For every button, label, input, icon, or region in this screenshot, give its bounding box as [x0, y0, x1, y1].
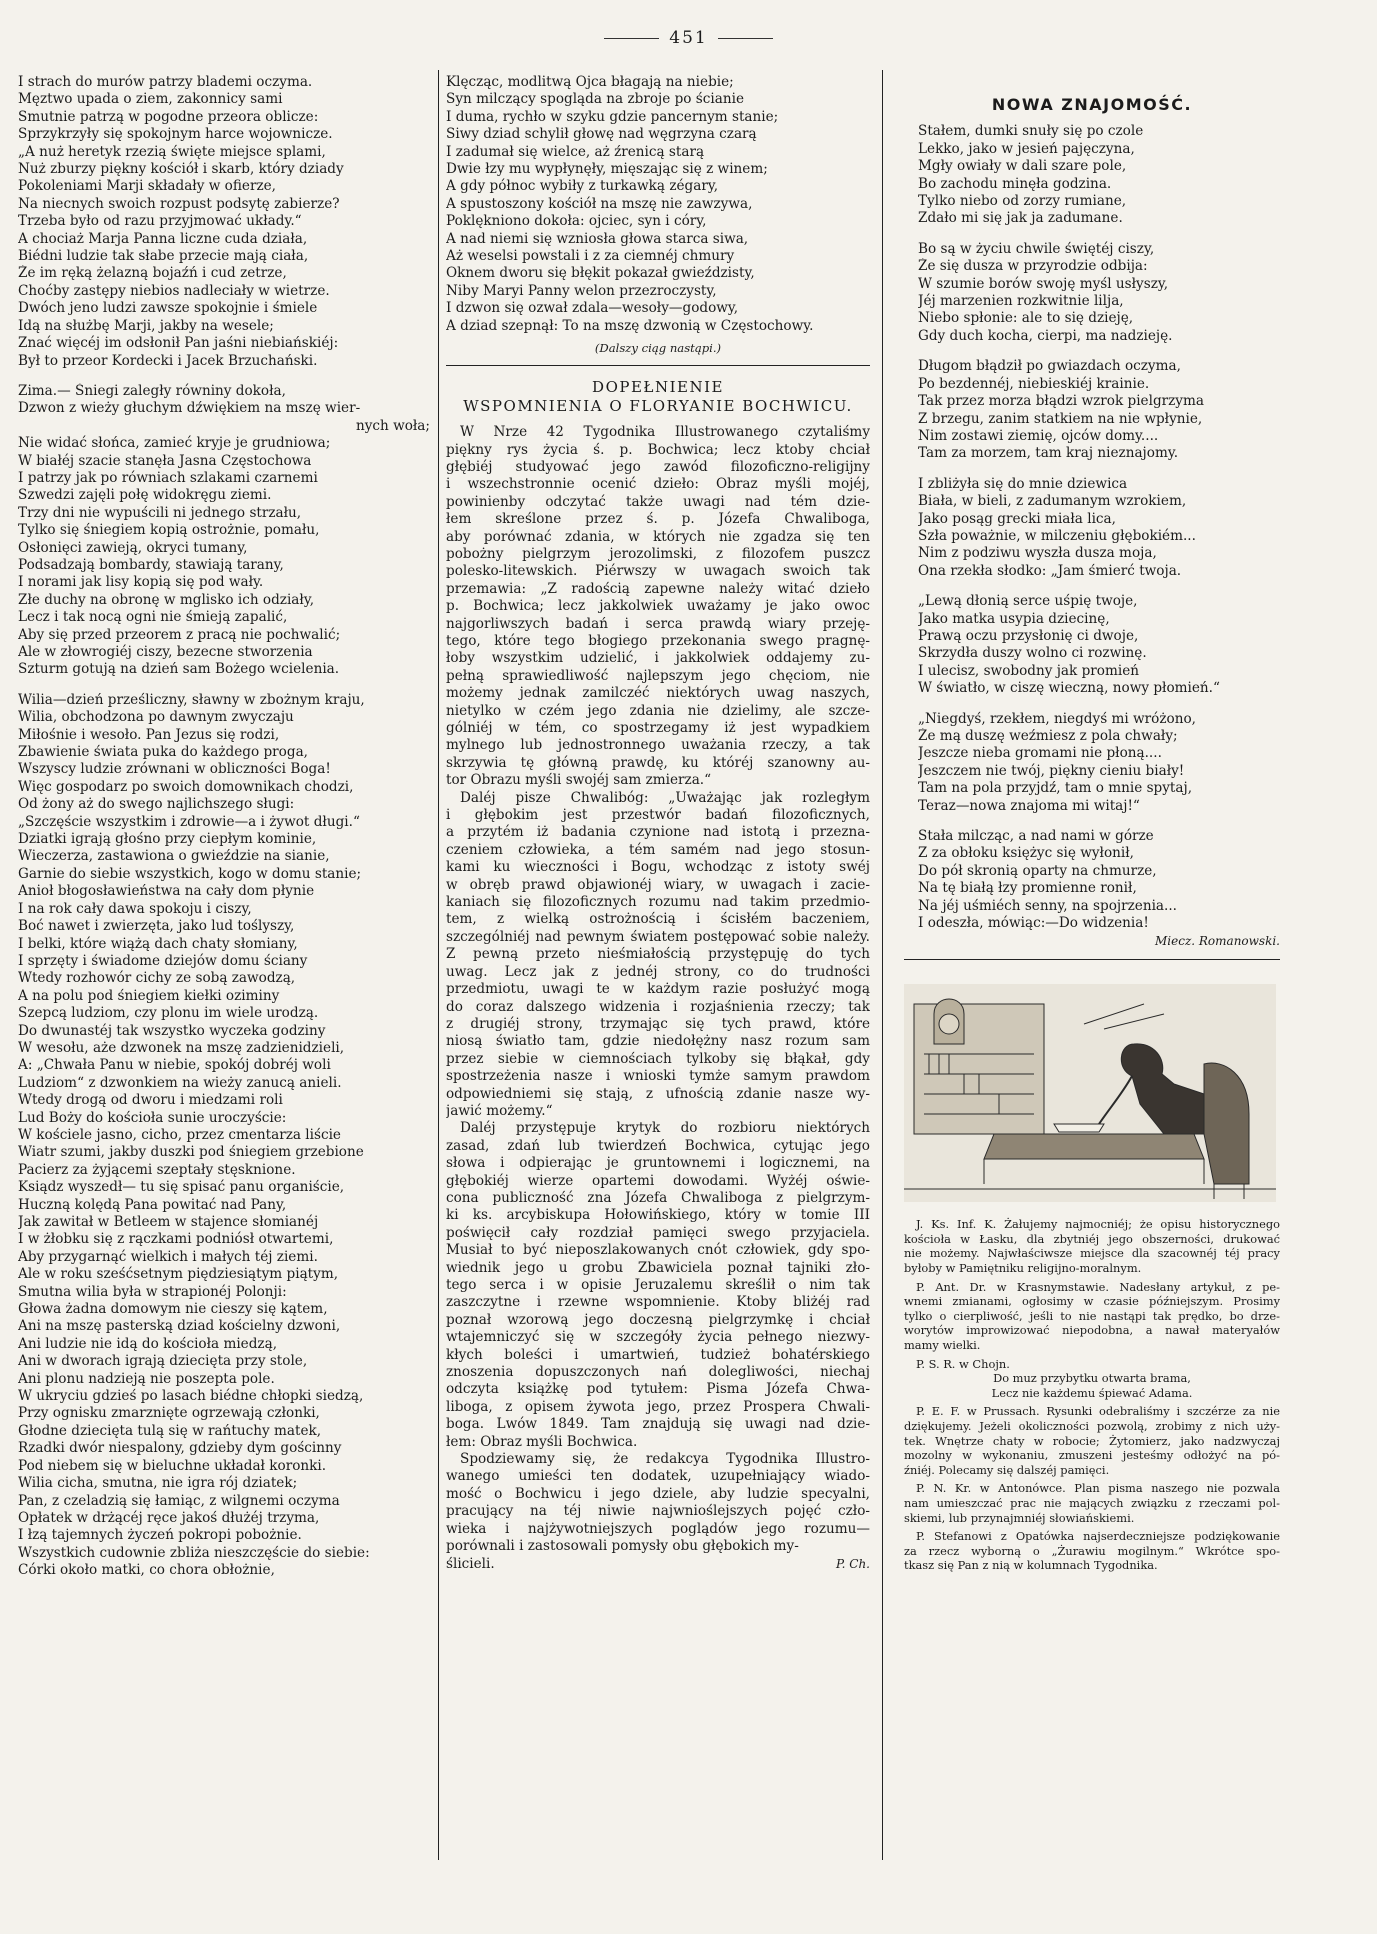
verse-line: „Niegdyś, rzekłem, niegdyś mi wróżono, [918, 710, 1196, 727]
article-line: wiednik jego u grobu Zbawiciela poznał tajniki zło- [446, 1259, 870, 1276]
article-line: czeniem człowieka, a tém samém nad jego stosun- [446, 841, 870, 858]
verse-line: Biała, w bieli, z zadumanym wzrokiem, [918, 493, 1187, 510]
verse-line: Po bezdennéj, niebieskiéj krainie. [918, 375, 1150, 392]
article-line: i głębokim jest przestwór badań filozoficznych, [446, 807, 870, 824]
verse-line: Wieczerza, zastawiona o gwieździe na sianie, [18, 848, 330, 865]
verse-line: W białéj szacie stanęła Jasna Częstochowa [18, 452, 312, 469]
article-line: cona publiczność zna Józefa Chwaliboga z pielgrzym- [446, 1189, 870, 1206]
note-line: P. Ant. Dr. w Krasnymstawie. Nadesłany artykuł, z pe- [916, 1279, 1280, 1294]
verse-line: Teraz—nowa znajoma mi witaj!“ [918, 797, 1140, 814]
article-line: zasad, zdań lub twierdzeń Bochwica, cytując jego [446, 1137, 870, 1154]
verse-line: Córki około matki, co chora obłożnie, [18, 1562, 275, 1579]
note-verse-line: Lecz nie każdemu śpiewać Adama. [991, 1385, 1193, 1400]
verse-line: Wilia, obchodzona po dawnym zwyczaju [18, 709, 294, 726]
verse-line: Szturm gotują na dzień sam Bożego wcielenia. [18, 661, 340, 678]
article-line: mylnego lub jednostronnego uważania rzeczy, a tak [446, 737, 870, 754]
page-number-rule-left [604, 38, 659, 39]
article-line: przedmiotu, uwagi te w każdym razie posłużyć mogą [446, 981, 870, 998]
note-line: mozolny w wykonaniu, zmuszeni jesteśmy odłożyć na pó- [904, 1448, 1280, 1463]
verse-line: Do dwunastéj tak wszystko wyczeka godziny [18, 1022, 326, 1039]
verse-line: Pod niebem się w bieluchne układał koronki. [18, 1457, 327, 1474]
article-line: Musiał to być nieposzlakowanych cnót człowiek, gdy spo- [446, 1242, 870, 1259]
engraving-scholar-at-desk [904, 984, 1276, 1202]
article-line: zaszczytne i rzewne wspomnienie. Ktoby bliżéj rad [446, 1294, 870, 1311]
verse-line: I w żłobku się z rączkami podniósł otwartemi, [18, 1231, 334, 1248]
article-line: boga. Lwów 1849. Tam znajdują się uwagi nad dzie- [446, 1416, 870, 1433]
verse-line: Ksiądz wyszedł— tu się spisać panu organiście, [18, 1179, 345, 1196]
verse-line: Trzy dni nie wypuścili ni jednego strzału, [18, 504, 302, 521]
verse-line: Choćby zastępy niebios nadleciały w wietrze. [18, 282, 330, 299]
verse-line: Znać więcéj im odsłonił Pan jaśni niebiańskiéj: [18, 335, 339, 352]
verse-line: I belki, które wiążą dach chaty słomiany, [18, 935, 298, 952]
article-line: aby porównać zdania, w których nie zgadza się ten [446, 528, 870, 545]
verse-line: Na tę białą łzy promienne ronił, [918, 880, 1137, 897]
note-line: P. Stefanowi z Opatówka najserdeczniejsze podziękowanie [916, 1529, 1280, 1544]
article-line: p. Bochwica; lecz jakkolwiek uważamy je jako owoc [446, 598, 870, 615]
note-line: mamy wielki. [904, 1338, 981, 1353]
verse-line: Na jéj uśmiéch senny, na spojrzenia... [918, 897, 1177, 914]
poem-divider [904, 959, 1280, 960]
verse-line: Prawą oczu przysłonię ci dwoje, [918, 627, 1139, 644]
verse-line: Wilia cicha, smutna, nie igra rój dziatek; [18, 1475, 298, 1492]
article-line: W Nrze 42 Tygodnika Illustrowanego czytaliśmy [460, 424, 870, 441]
article-line: poświęcił cały rozdział pamięci swego przyjaciela. [446, 1224, 870, 1241]
verse-line: A chociaż Marja Panna liczne cuda działa, [18, 230, 308, 247]
verse-line: Tak przez morza błądzi wzrok pielgrzyma [918, 393, 1204, 410]
verse-line: Szepcą ludziom, czy plonu im wiele urodzą. [18, 1005, 319, 1022]
editorial-note [904, 1357, 1280, 1401]
section-divider [446, 365, 870, 366]
verse-line: I duma, rychło w szyku gdzie pancernym stanie; [446, 108, 779, 125]
note-line: źniéj. Polecamy się dalszéj pamięci. [904, 1462, 1110, 1477]
article-line: najgorliwszych badań i serca prawdą wiary przeję- [446, 615, 870, 632]
article-line: kłych boleści i umartwień, tudzież bohatérskiego [446, 1346, 870, 1363]
verse-line: Pacierz za żyjącemi szeptały stęsknione. [18, 1161, 296, 1178]
verse-line: Podsadzają bombardy, stawiają tarany, [18, 556, 284, 573]
verse-line: Boć nawet i zwierzęta, jako lud toślyszy, [18, 918, 295, 935]
stanza [918, 828, 1280, 932]
article-line: spostrzeżenia nasze i wnioski tymże samym prawdom [446, 1068, 870, 1085]
verse-line: Idą na służbę Marji, jakby na wesele; [18, 317, 274, 334]
article-line: pracujący na téj niwie najwnioślejszych pojęć czło- [446, 1503, 870, 1520]
verse-line: I łzą tajemnych życzeń pokropi pobożnie. [18, 1527, 302, 1544]
verse-line: Ani w dworach igrają dziecięta przy stole, [18, 1353, 308, 1370]
note-line: za rzecz wyborną o „Żurawiu mogilnym.“ Wkrótce spo- [904, 1543, 1280, 1558]
note-line: nam umieszczać prac nie mających związku z rzeczami pol- [904, 1495, 1280, 1510]
article-line: odpowiedniemi się stają, z ufnością zdanie nasze wy- [446, 1085, 870, 1102]
verse-line: Że mą duszę weźmiesz z pola chwały; [918, 728, 1178, 744]
verse-line: W światło, w ciszę wieczną, nowy płomień.“ [918, 680, 1220, 697]
article-line: nietylko w czém jego zdania nie dzielimy, ale szcze- [446, 702, 870, 719]
article-line: w obręb prawd objawionéj wiary, w uwagach i zacie- [446, 876, 870, 893]
verse-line: Do pół skronią oparty na chmurze, [918, 862, 1157, 879]
verse-line: Stała milcząc, a nad nami w górze [918, 828, 1154, 845]
article-line: głębokiéj wierze opartemi dowodami. Wyżéj oświe- [446, 1172, 870, 1189]
verse-line: Wtedy rozhowór cichy ze sobą zawodzą, [18, 970, 296, 987]
verse-line: Niebo spłonie: ale to się dzieję, [918, 310, 1134, 327]
verse-line: Oknem dworu się błękit pokazał gwieździsty, [446, 265, 755, 282]
article-line: z drugiéj strony, trzymając się tych prawd, które [446, 1015, 870, 1032]
note-line: tkasz się Pan z nią w kolumnach Tygodnika. [904, 1558, 1158, 1573]
page-number [0, 28, 1377, 48]
verse-line: Męztwo upada o ziem, zakonnicy sami [18, 91, 283, 108]
article-line: poznał wzorową jego doczesną pielgrzymkę i chciał [446, 1311, 870, 1328]
verse-line: Wszyscy ludzie zrównani w obliczności Boga! [18, 761, 331, 778]
verse-line: Tylko niebo od zorzy rumiane, [918, 193, 1127, 210]
verse-line: W ukryciu gdzieś po lasach biédne chłopki siedzą, [18, 1388, 364, 1405]
article-line: Z pewną przeto nieśmiałością przystępuję do tych [446, 946, 870, 963]
verse-line: Ale w złowrogiéj ciszy, bezecne stworzenia [18, 644, 313, 660]
verse-line: Że im ręką żelazną bojaźń i cud zetrze, [18, 265, 287, 282]
verse-line: Anioł błogosławieństwa na cały dom płynie [18, 883, 315, 900]
editorial-note [904, 1404, 1280, 1477]
article-line: piękny rys życia ś. p. Bochwica; lecz ktoby chciał [446, 441, 870, 458]
verse-line: Tam za morzem, tam kraj nieznajomy. [918, 445, 1179, 462]
verse-line: „Szczęście wszystkim i zdrowie—a i żywot długi.“ [18, 813, 360, 830]
verse-line: Opłatek w drżącéj ręce jakoś dłużéj trzyma, [18, 1509, 320, 1526]
verse-line: Zdało mi się jak ja zadumane. [918, 210, 1123, 227]
verse-line: Stałem, dumki snuły się po czole [918, 123, 1144, 140]
stanza [918, 476, 1280, 580]
verse-line: Dwóch jeno ludzi zawsze spokojnie i śmiele [18, 300, 318, 317]
article-line: ślicieli. [446, 1555, 495, 1572]
verse-line: Sprzykrzyły się spokojnym harce wojownicze. [18, 126, 333, 143]
verse-line: Jéj marzenien rozkwitnie lilja, [918, 293, 1124, 310]
article-line: Daléj pisze Chwalibóg: „Uważając jak rozległym [460, 789, 870, 806]
verse-line: Poklękniono dokoła: ojciec, syn i córy, [446, 213, 707, 230]
column-rule-2 [882, 70, 883, 1860]
verse-line: Nie widać słońca, zamieć kryje je grudniowa; [18, 435, 331, 452]
poem-body [904, 123, 1280, 932]
verse-line: Jako matka usypia dziecinę, [918, 610, 1110, 627]
verse-line: A: „Chwała Panu w niebie, spokój dobréj woli [18, 1057, 331, 1074]
verse-line: Pokoleniami Marji składały w ofierze, [18, 178, 276, 195]
column-3 [904, 74, 1280, 1577]
verse-line: A nad niemi się wzniosła głowa starca siwa, [446, 230, 749, 247]
verse-line: A gdy północ wybiły z turkawką zégary, [446, 178, 719, 195]
verse-line: Szła poważnie, w milczeniu głębokiém... [918, 527, 1196, 544]
verse-line: Garnie do siebie wszystkich, kogo w domu stanie; [18, 865, 362, 882]
article-line: wtajemniczyć się w szczegóły życia pełnego niezwy- [446, 1329, 870, 1346]
editorial-note [904, 1481, 1280, 1525]
verse-line: Jeszczem nie twój, piękny cieniu biały! [918, 762, 1185, 779]
verse-line: Od żony aż do swego najlichszego sługi: [18, 796, 295, 813]
verse-line: Ani plonu nadzieją nie poszepta pole. [18, 1370, 275, 1387]
verse-line: I dzwon się ozwał zdala—wesoły—godowy, [446, 300, 739, 317]
verse-line: I sprzęty i świadome dziejów domu ściany [18, 952, 308, 969]
note-line: P. N. Kr. w Antonówce. Plan pisma naszego nie pozwala [916, 1481, 1280, 1496]
verse-line: Jak zawitał w Betleem w stajence słomianéj [18, 1214, 319, 1230]
verse-line: Z brzegu, zanim statkiem na nie wpłynie, [918, 410, 1203, 427]
verse-line: W szumie borów swoję myśl usłyszy, [918, 275, 1169, 292]
stanza [918, 358, 1280, 462]
verse-line: Lecz i tak nocą ogni nie śmieją zapalić, [18, 609, 288, 626]
verse-line: Głodne dziecięta tulą się w rańtuchy matek, [18, 1422, 322, 1439]
note-line: kościoła w Łasku, dla zbytniéj jego obszerności, drukować [904, 1231, 1280, 1246]
article-line: uwag. Lecz jak z jednéj strony, co do trudności [446, 963, 870, 980]
verse-line: Ona rzekła słodko: „Jam śmierć twoja. [918, 562, 1182, 579]
verse-line: Syn milczący spogląda na zbroje po ścianie [446, 91, 744, 108]
verse-line: Nim zostawi ziemię, ojców domy.... [918, 427, 1159, 444]
note-line: dziękujemy. Jeżeli okoliczności pozwolą, zrobimy z nich uży- [904, 1419, 1280, 1433]
article-line: kami ku wieczności i Bogu, wchodząc z istoty swéj [446, 859, 870, 876]
editorial-note [904, 1217, 1280, 1275]
verse-line: W kościele jasno, cicho, przez cmentarza liście [18, 1126, 341, 1143]
verse-line: Wiatr szumi, jakby duszki pod śniegiem grzebione [18, 1144, 364, 1161]
verse-line: I na rok cały dawa spokoju i ciszy, [18, 900, 252, 917]
verse-line: Osłonięci zawieją, okryci tumany, [18, 539, 248, 556]
editorial-note [904, 1280, 1280, 1353]
verse-line: Wilia—dzień prześliczny, sławny w zbożnym kraju, [18, 691, 365, 708]
article-line: tor Obrazu myśli swojéj sam zmierza.“ [446, 772, 712, 789]
verse-line: Nuż zburzy piękny kościół i skarb, który dziady [18, 161, 344, 178]
verse-line: Przy ognisku zmarznięte ogrzewają członki, [18, 1405, 320, 1422]
verse-line: Dwie łzy mu wypłynęły, mięszając się z winem; [446, 161, 768, 178]
verse-line: nych woła; [355, 417, 430, 434]
article-line: Daléj przystępuje krytyk do rozbioru niektórych [460, 1120, 870, 1137]
article-line: do coraz dalszego widzenia i rozjaśnienia rzeczy; tak [446, 998, 870, 1015]
article-line: a przytém iż badania czynione nad istotą i przezna- [446, 824, 870, 841]
verse-line: Tylko się śniegiem kopią ostrożnie, pomału, [18, 522, 320, 539]
article-line: Spodziewamy się, że redakcya Tygodnika Illustro- [460, 1451, 870, 1468]
verse-line: Klęcząc, modlitwą Ojca błagają na niebie; [446, 74, 734, 90]
stanza [918, 711, 1280, 815]
verse-line: Gdy duch kocha, cierpi, ma nadzieję. [918, 327, 1173, 344]
continued-note: (Dalszy ciąg nastąpi.) [594, 341, 722, 356]
verse-line: Tam na pola przyjdź, tam o mnie spytaj, [918, 780, 1193, 797]
verse-line: I ulecisz, swobodny jak promień [918, 662, 1140, 679]
article-line: ki ks. arcybiskupa Hołowińskiego, który w tomie III [446, 1207, 870, 1224]
article-line: powinienby odczytać także uwagi nad tém dzie- [446, 493, 870, 510]
note-line: wnemi zmianami, ogłosimy w czasie późniejszym. Prosimy [904, 1294, 1280, 1309]
article-line: głębiéj studyować jego zawód filozoficzno-religijny [446, 458, 870, 475]
stanza [18, 383, 430, 679]
note-line: P. S. R. w Chojn. [916, 1356, 1010, 1371]
article-line: tem, z wielką ostrożnością i ścisłém baczeniem, [446, 911, 870, 928]
article-line: pełną sprawiedliwość najlepszym jego chęciom, nie [446, 667, 870, 684]
editorial-note [904, 1529, 1280, 1573]
verse-line: Pan, z czeladzią się łamiąc, z wilgnemi oczyma [18, 1492, 340, 1509]
stanza [918, 123, 1280, 227]
verse-line: Smutna wilia była w strapionéj Polonji: [18, 1283, 287, 1300]
article-line: łem: Obraz myśli Bochwica. [446, 1433, 638, 1450]
verse-line: Był to przeor Kordecki i Jacek Brzuchański. [18, 352, 318, 369]
verse-line: Bo są w życiu chwile świętéj ciszy, [918, 240, 1155, 257]
article-line: i wszechstronnie ocenić dzieło: Obraz myśli mojéj, [446, 476, 870, 493]
stanza [18, 692, 430, 1580]
verse-line: Bo zachodu minęła godzina. [918, 175, 1112, 192]
verse-line: Z za obłoku księżyc się wyłonił, [918, 845, 1134, 862]
article-title-line-1: DOPEŁNIENIE [592, 378, 724, 397]
verse-line: W wesołu, aże dzwonek na mszę zadzienidzieli, [18, 1039, 345, 1056]
verse-line: Jako posąg grecki miała lica, [918, 510, 1116, 527]
note-line: P. E. F. w Prussach. Rysunki odebraliśmy i szczérze za nie [916, 1404, 1280, 1419]
article-line: przemawia: „Z radością zapewne należy witać dzieło [446, 580, 870, 597]
verse-line: Ludziom“ z dzwonkiem na wieży zanucą anieli. [18, 1074, 342, 1091]
article-line: wieka i najżywotniejszych poglądów jego rozumu— [446, 1520, 870, 1537]
verse-line: A dziad szepnął: To na mszę dzwonią w Częstochowy. [446, 317, 814, 334]
article-line: przez siebie w ciemnościach tylkoby się błąkał, gdy [446, 1050, 870, 1067]
verse-line: Ale w roku sześćsetnym piędziesiątym piątym, [18, 1266, 339, 1283]
article-line: gólniéj w tém, co spostrzegamy iż jest wypadkiem [446, 720, 870, 736]
verse-line: Ani na mszę pasterską dziad kościelny dzwoni, [18, 1318, 341, 1335]
verse-line: Więc gospodarz po swoich domownikach chodzi, [18, 778, 354, 795]
verse-line: I zbliżyła się do mnie dziewica [918, 475, 1128, 492]
article-line: łem skreślone przez ś. p. Józefa Chwaliboga, [446, 511, 870, 528]
editorial-notes [904, 1217, 1280, 1573]
verse-line: Aż weselsi powstali i z za ciemnéj chmury [446, 248, 735, 265]
verse-line: I patrzy jak po równiach szlakami czarnemi [18, 469, 318, 486]
article-line: polesko-litewskich. Piérwszy w uwagach swoich tak [446, 563, 870, 580]
article-line: kaniach się filozoficznych rozumu nad takim przedmio- [446, 894, 870, 911]
column-1-poem [18, 74, 430, 1593]
article-line: znoszenia dopuszczonych nań dolegliwości, niechaj [446, 1364, 870, 1381]
article-title-line-2: WSPOMNIENIA O FLORYANIE BOCHWICU. [463, 397, 853, 416]
article-line: mość o Bochwicu i jego dziele, aby ludzie specyalni, [446, 1485, 870, 1502]
page-number-text: 451 [669, 28, 708, 48]
verse-line: Smutnie patrzą w pogodne przeora oblicze: [18, 108, 319, 125]
verse-line: Aby przygarnąć wielkich i małych téj ziemi. [18, 1248, 318, 1265]
verse-line: Dzwon z wieży głuchym dźwiękiem na mszę wier- [18, 400, 361, 417]
verse-line: Biédni ludzie tak słabe przecie mają ciała, [18, 248, 309, 265]
verse-line: Szwedzi zajęli połę widokręgu ziemi. [18, 487, 272, 504]
article-line: słowa i odpierając je gruntownemi i logicznemi, na [446, 1155, 870, 1172]
verse-line: Jeszcze nieba gromami nie płoną.... [918, 745, 1162, 762]
poem-title: NOWA ZNAJOMOŚĆ. [991, 95, 1193, 114]
verse-line: I odeszła, mówiąc:—Do widzenia! [918, 915, 1149, 932]
verse-line: Lud Boży do kościoła sunie uroczyście: [18, 1109, 287, 1126]
verse-line: Aby się przed przeorem z pracą nie pochwalić; [18, 626, 341, 643]
verse-line: Miłośnie i wesoło. Pan Jezus się rodzi, [18, 726, 280, 743]
verse-line: Zbawienie świata puka do każdego proga, [18, 744, 308, 761]
verse-line: Huczną kolędą Pana powitać nad Pany, [18, 1196, 287, 1213]
article-line: możemy jednak zamilczéć niektórych uwag naszych, [446, 685, 870, 702]
note-verse-line: Do muz przybytku otwarta brama, [993, 1371, 1191, 1386]
verse-line: „A nuż heretyk rzezią święte miejsce splami, [18, 143, 326, 160]
verse-line: Wszystkich cudownie zbliża nieszczęście do siebie: [18, 1544, 370, 1561]
note-line: J. Ks. Inf. K. Żałujemy najmocniéj; że opisu historycznego [916, 1217, 1280, 1232]
article-line: łoby wszystkim udzielić, i jakkolwiek oddajemy zu- [446, 650, 870, 667]
verse-line: Długom błądził po gwiazdach oczyma, [918, 358, 1181, 375]
article-line: jawić możemy.“ [446, 1102, 553, 1119]
verse-line: Lekko, jako w jesień pajęczyna, [918, 140, 1135, 157]
article-line: skrzywia tę główną prawdę, ku któréj szanowny au- [446, 754, 870, 771]
article-line: niosą światło tam, gdzie niedołężny nasz rozum sam [446, 1033, 870, 1050]
note-line: tylko o cierpliwość, jeśli to nie nastąpi tak prędko, bo drze- [904, 1308, 1280, 1323]
poem-continuation [446, 74, 870, 335]
verse-line: Ani ludzie nie idą do kościoła miedzą, [18, 1335, 278, 1352]
verse-line: Że się dusza w przyrodzie odbija: [918, 258, 1148, 275]
verse-line: Na niecnych swoich rozpust podsytę zabierze? [18, 195, 340, 212]
column-2 [446, 74, 870, 1573]
article-line: odczyta książkę pod tytułem: Pisma Józefa Chwa- [446, 1381, 870, 1398]
note-line: tek. Wnętrze chaty w robocie; Żytomierz, jako nadzwyczaj [904, 1433, 1280, 1448]
column-rule-1 [438, 70, 439, 1860]
note-line: worytów improwizować niepodobna, a nawał materyałów [904, 1323, 1280, 1338]
note-line: byłoby w Pamiętniku religijno-moralnym. [904, 1261, 1142, 1276]
article-line: pobożny pielgrzym jerozolimski, z filozofem puszcz [446, 545, 870, 562]
verse-line: A na polu pod śniegiem kiełki oziminy [18, 987, 280, 1004]
verse-line: Niby Maryi Panny welon przezroczysty, [446, 282, 717, 299]
verse-line: Trzeba było od razu przyjmować układy.“ [18, 213, 302, 230]
stanza [918, 241, 1280, 345]
verse-line: I zadumał się wielce, aż źrenicą starą [446, 143, 705, 160]
article-line: liboga, z opisem żywota jego, przez Prospera Chwali- [446, 1398, 870, 1415]
note-line: skiemi, lub przynajmniéj słowiańskiemi. [904, 1510, 1135, 1525]
verse-line: Głowa żadna domowym nie cieszy się kątem, [18, 1301, 328, 1318]
verse-line: Nim z podziwu wyszła dusza moja, [918, 545, 1157, 562]
article-line: porównali i zastosowali pomysły obu głębokich my- [446, 1538, 799, 1555]
verse-line: Zima.— Śniegi zaległy równiny dokoła, [18, 382, 286, 399]
article-line: tego, które tego błogiego przekonania swego pragnę- [446, 632, 870, 649]
verse-line: I strach do murów patrzy blademi oczyma. [18, 74, 313, 90]
stanza [918, 593, 1280, 697]
verse-line: I norami jak lisy kopią się pod wały. [18, 574, 264, 591]
verse-line: Siwy dziad schylił głowę nad węgrzyna czarą [446, 126, 757, 143]
poem-signature: Miecz. Romanowski. [1155, 934, 1280, 949]
verse-line: Rzadki dwór niespalony, gdzieby dym gościnny [18, 1440, 342, 1457]
article-line: szczególniéj nad pewnym światem postępować sobie należy. [446, 928, 870, 945]
verse-line: „Lewą dłonią serce uśpię twoje, [918, 593, 1138, 610]
article-line: wanego umieści ten dodatek, uzupełniający wiado- [446, 1468, 870, 1485]
verse-line: A spustoszony kościół na mszę nie zawzywa, [446, 195, 753, 212]
article-signature: P. Ch. [836, 1556, 870, 1571]
article-body [446, 424, 870, 1573]
verse-line: Złe duchy na obronę w mglisko ich odziały, [18, 591, 315, 608]
verse-line: Skrzydła duszy wolno ci rozwinę. [918, 645, 1147, 662]
article-line: tego serca i w opisie Jeruzalemu skreślił o nim tak [446, 1277, 870, 1293]
verse-line: Wtedy drogą od dworu i miedzami roli [18, 1092, 283, 1109]
page-number-rule-right [718, 38, 773, 39]
note-line: nie możemy. Najwłaściwsze miejsce dla szacownéj téj pracy [904, 1246, 1280, 1261]
stanza [18, 74, 430, 370]
verse-line: Dziatki igrają głośno przy ciepłym kominie, [18, 831, 317, 848]
verse-line: Mgły owiały w dali szare pole, [918, 158, 1127, 175]
